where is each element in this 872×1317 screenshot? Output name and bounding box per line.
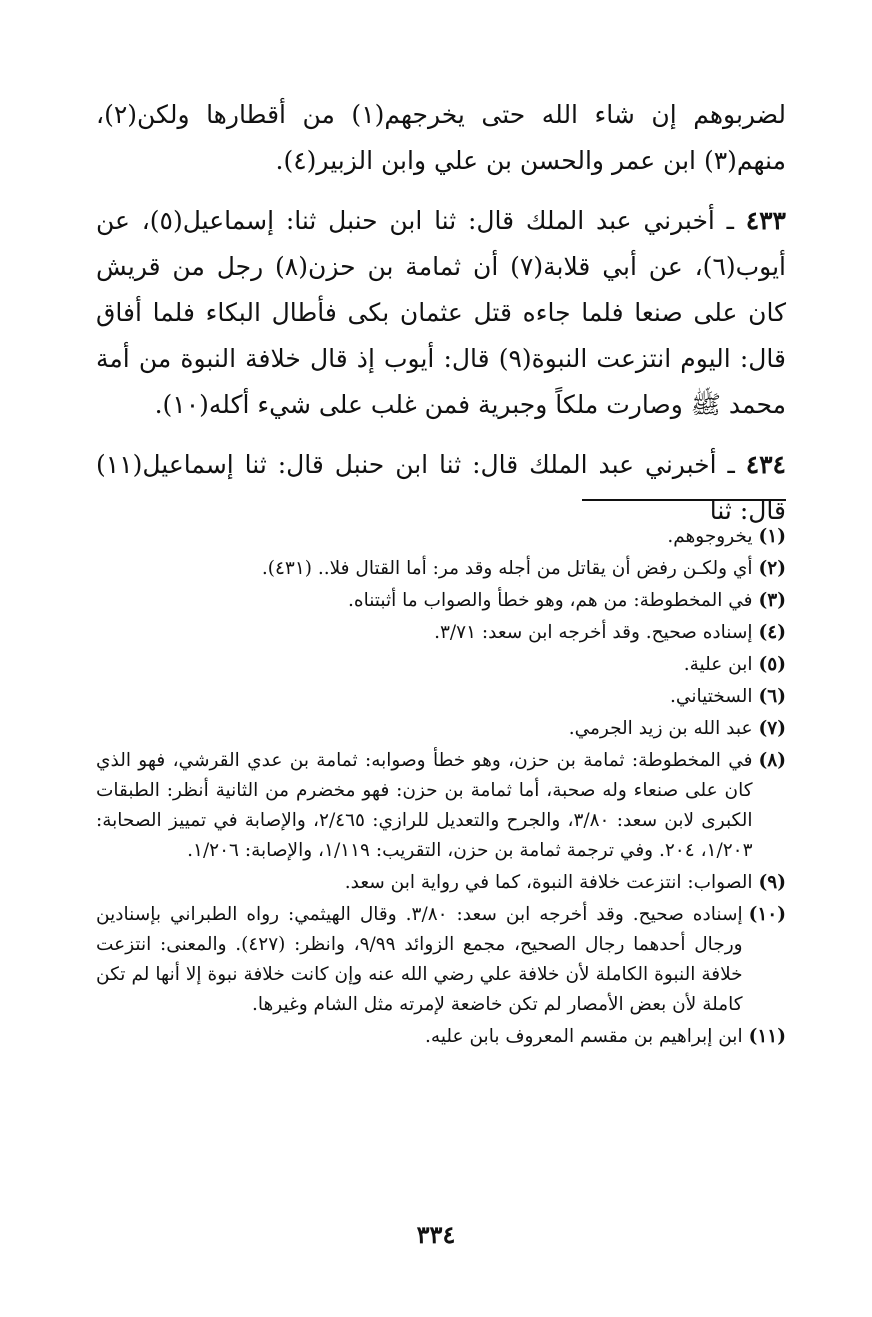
footnote-text: إسناده صحيح. وقد أخرجه ابن سعد: ٣/٧١. bbox=[434, 622, 753, 643]
footnote-number: (٩) bbox=[758, 872, 786, 893]
narration-number: ٤٣٣ bbox=[745, 206, 786, 235]
continuation-text: لضربوهم إن شاء الله حتى يخرجهم(١) من أقطارها ولكن(٢)، منهم(٣) ابن عمر والحسن بن علي وابن الزبير(٤). bbox=[96, 100, 786, 175]
footnote-item bbox=[96, 1022, 786, 1052]
footnote-divider bbox=[582, 499, 786, 501]
footnote-text: في المخطوطة: ثمامة بن حزن، وهو خطأ وصوابه: ثمامة بن عدي القرشي، فهو الذي كان على صنعاء وله صحبة، أما ثمامة بن حزن: فهو مخضرم من الثانية أنظر: الطبقات الكبرى لابن سعد: ٣/٨٠، والجرح والتعديل للرازي: ٢/٤٦٥، والإصابة في تمييز الصحابة: ١/٢٠٣، ٢٠٤. وفي ترجمة ثمامة بن حزن، التقريب: ١/١١٩، والإصابة: ١/٢٠٦. bbox=[96, 750, 753, 861]
footnote-text: أي ولكـن رفض أن يقاتل من أجله وقد مر: أما القتال فلا.. (٤٣١). bbox=[261, 558, 753, 579]
footnote-item bbox=[96, 554, 786, 584]
footnote-item bbox=[96, 714, 786, 744]
footnote-number: (١٠) bbox=[748, 904, 786, 925]
narration-434 bbox=[96, 442, 786, 534]
footnote-text: إسناده صحيح. وقد أخرجه ابن سعد: ٣/٨٠. وقال الهيثمي: رواه الطبراني بإسنادين ورجال أحدهما رجال الصحيح، مجمع الزوائد ٩/٩٩، وانظر: (٤٢٧). والمعنى: انتزعت خلافة النبوة الكاملة لأن خلافة علي رضي الله عنه وإن كانت خلافة نبوة إلا أنها لم تكن كاملة لأن بعض الأمصار لم تكن خاضعة لإمرته مثل الشام وغيرها. bbox=[96, 904, 743, 1015]
footnote-number: (٢) bbox=[758, 558, 786, 579]
footnotes bbox=[96, 522, 786, 1054]
footnote-item bbox=[96, 522, 786, 552]
footnote-number: (٤) bbox=[758, 622, 786, 643]
footnote-item bbox=[96, 682, 786, 712]
main-text bbox=[96, 92, 786, 534]
footnote-number: (٨) bbox=[758, 750, 786, 771]
footnote-text: يخروجوهم. bbox=[667, 526, 753, 547]
footnote-text: عبد الله بن زيد الجرمي. bbox=[568, 718, 753, 739]
footnote-text: في المخطوطة: من هم، وهو خطأ والصواب ما أثبتناه. bbox=[348, 590, 753, 611]
narration-number: ٤٣٤ bbox=[745, 450, 786, 479]
footnote-text: السختياني. bbox=[670, 686, 753, 707]
footnote-item bbox=[96, 618, 786, 648]
footnote-number: (٣) bbox=[758, 590, 786, 611]
footnote-item bbox=[96, 868, 786, 898]
narration-433 bbox=[96, 198, 786, 428]
footnote-item bbox=[96, 650, 786, 680]
footnote-text: ابن علية. bbox=[683, 654, 753, 675]
footnote-number: (٥) bbox=[758, 654, 786, 675]
footnote-text: الصواب: انتزعت خلافة النبوة، كما في رواية ابن سعد. bbox=[344, 872, 753, 893]
page-number: ٣٣٤ bbox=[416, 1220, 456, 1249]
footnote-number: (١١) bbox=[748, 1026, 786, 1047]
footnote-item bbox=[96, 900, 786, 1020]
footnote-number: (٧) bbox=[758, 718, 786, 739]
paragraph-continuation bbox=[96, 92, 786, 184]
footnote-number: (٦) bbox=[758, 686, 786, 707]
footnote-number: (١) bbox=[758, 526, 786, 547]
footnote-text: ابن إبراهيم بن مقسم المعروف بابن عليه. bbox=[425, 1026, 743, 1047]
footnote-item bbox=[96, 746, 786, 866]
narration-text: ـ أخبرني عبد الملك قال: ثنا ابن حنبل قال: ثنا إسماعيل(١١) قال: ثنا bbox=[96, 450, 786, 525]
narration-text: ـ أخبرني عبد الملك قال: ثنا ابن حنبل ثنا: إسماعيل(٥)، عن أيوب(٦)، عن أبي قلابة(٧) أن ثمامة بن حزن(٨) رجل من قريش كان على صنعا فلما جاءه قتل عثمان بكى فأطال البكاء فلما أفاق قال: اليوم انتزعت النبوة(٩) قال: أيوب إذ قال خلافة النبوة من أمة محمد ﷺ وصارت ملكاً وجبرية فمن غلب على شيء أكله(١٠). bbox=[96, 206, 786, 419]
footnote-item bbox=[96, 586, 786, 616]
